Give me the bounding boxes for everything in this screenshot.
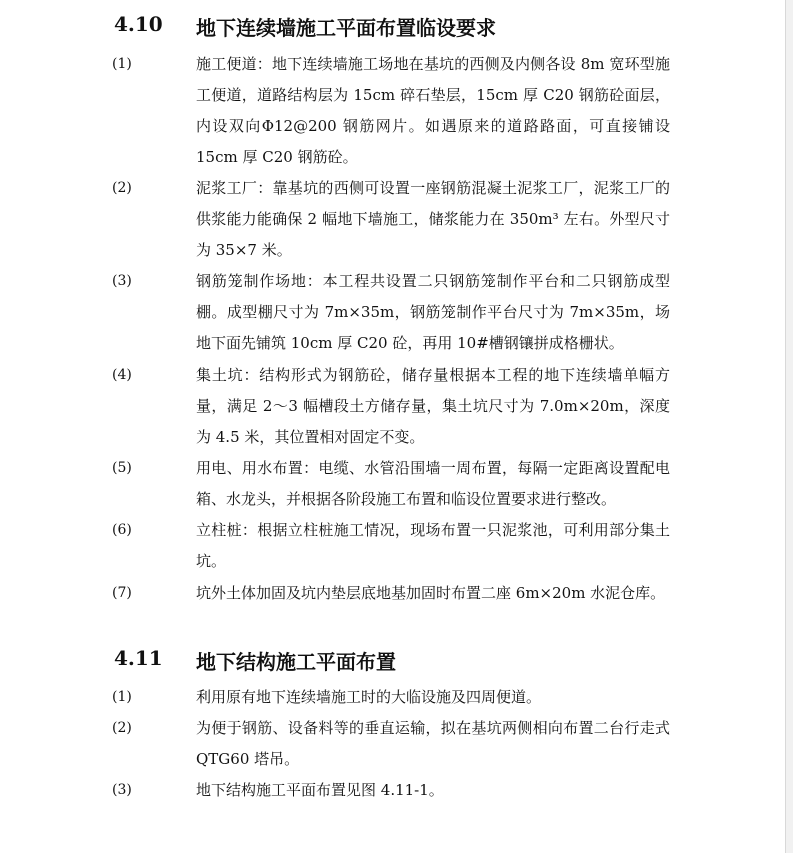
section-number: 4.11: [114, 646, 163, 670]
section-heading: [0, 8, 780, 42]
item-text: 泥浆工厂：靠基坑的西侧可设置一座钢筋混凝土泥浆工厂，泥浆工厂的供浆能力能确保 2 幅地下墙施工，储浆能力在 350m³ 左右。外型尺寸为 35×7 米。: [196, 179, 670, 259]
item-number: (4): [112, 367, 132, 383]
item-text: 利用原有地下连续墙施工时的大临设施及四周便道。: [196, 688, 542, 706]
item-text: 钢筋笼制作场地：本工程共设置二只钢筋笼制作平台和二只钢筋成型棚。成型棚尺寸为 7m×35m，钢筋笼制作平台尺寸为 7m×35m，场地下面先铺筑 10cm 厚 C20 砼，再用 10#槽钢镶拼成格栅状。: [196, 272, 670, 352]
item-text: 为便于钢筋、设备料等的垂直运输，拟在基坑两侧相向布置二台行走式 QTG60 塔吊。: [196, 719, 670, 768]
item-text: 坑外土体加固及坑内垫层底地基加固时布置二座 6m×20m 水泥仓库。: [196, 584, 666, 602]
window-right-edge: [785, 0, 793, 853]
item-text: 立柱桩：根据立柱桩施工情况，现场布置一只泥浆池，可利用部分集土坑。: [196, 521, 670, 570]
section-title: 地下结构施工平面布置: [196, 650, 396, 674]
section-number: 4.10: [114, 12, 163, 36]
section-heading: [0, 642, 780, 676]
item-number: (5): [112, 460, 132, 476]
item-number: (7): [112, 585, 132, 601]
section-title: 地下连续墙施工平面布置临设要求: [196, 16, 496, 40]
item-text: 施工便道：地下连续墙施工场地在基坑的西侧及内侧各设 8m 宽环型施工便道，道路结构层为 15cm 碎石垫层，15cm 厚 C20 钢筋砼面层，内设双向Φ12@200 钢筋网片。如遇原来的道路路面，可直接铺设 15cm 厚 C20 钢筋砼。: [196, 55, 670, 166]
item-number: (1): [112, 689, 132, 705]
item-number: (6): [112, 522, 132, 538]
item-number: (3): [112, 273, 132, 289]
item-number: (2): [112, 180, 132, 196]
item-number: (3): [112, 782, 132, 798]
item-number: (2): [112, 720, 132, 736]
item-text: 集土坑：结构形式为钢筋砼，储存量根据本工程的地下连续墙单幅方量，满足 2～3 幅槽段土方储存量，集土坑尺寸为 7.0m×20m，深度为 4.5 米，其位置相对固定不变。: [196, 366, 670, 446]
item-text: 用电、用水布置：电缆、水管沿围墙一周布置，每隔一定距离设置配电箱、水龙头，并根据各阶段施工布置和临设位置要求进行整改。: [196, 459, 670, 508]
item-text: 地下结构施工平面布置见图 4.11-1。: [196, 781, 444, 799]
item-number: (1): [112, 56, 132, 72]
